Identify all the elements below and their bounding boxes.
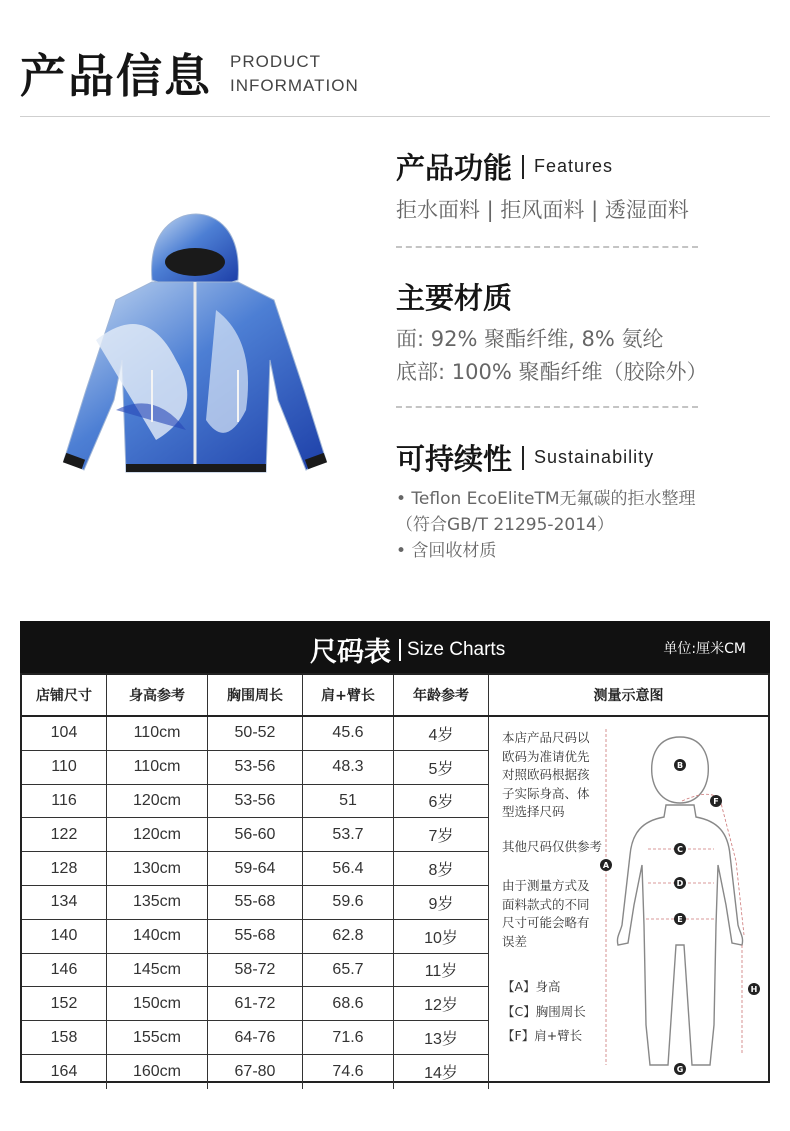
marker-e-label: E	[677, 915, 683, 924]
age-cell: 10岁	[394, 920, 489, 953]
shoulder-arm-cell: 65.7	[303, 954, 394, 987]
height-cell: 110cm	[107, 751, 208, 784]
age-cell: 5岁	[394, 751, 489, 784]
chest-cell: 67-80	[208, 1055, 303, 1089]
measurement-note-line: 对照欧码根据孩	[502, 767, 590, 782]
age-cell: 4岁	[394, 717, 489, 750]
age-cell: 9岁	[394, 886, 489, 919]
sustainability-bullet-1-cont: （符合GB/T 21295-2014）	[396, 515, 614, 535]
marker-c-label: C	[677, 845, 683, 854]
legend-item: 【C】胸围周长	[502, 1003, 586, 1019]
features-list: 拒水面料 | 拒风面料 | 透湿面料	[396, 198, 689, 222]
marker-b-label: B	[676, 761, 684, 770]
marker-f-label: F	[713, 797, 719, 806]
material-line-2: 底部: 100% 聚酯纤维（胶除外）	[396, 360, 708, 384]
page-subtitle-line1: PRODUCT	[230, 52, 322, 71]
measurement-legend	[502, 975, 586, 1049]
table-row	[22, 1055, 489, 1089]
chest-cell: 56-60	[208, 818, 303, 851]
table-row	[22, 920, 489, 954]
features-title: 产品功能	[396, 151, 513, 185]
age-cell: 7岁	[394, 818, 489, 851]
measurement-note-line: 误差	[502, 933, 528, 949]
height-cell: 145cm	[107, 954, 208, 987]
height-cell: 110cm	[107, 717, 208, 750]
features-heading	[396, 146, 613, 187]
size-chart-unit: 单位:厘米CM	[663, 641, 746, 657]
store-size-cell: 164	[22, 1055, 107, 1089]
size-chart-title	[310, 630, 505, 669]
store-size-cell: 152	[22, 987, 107, 1020]
page-subtitle-line2: INFORMATION	[230, 76, 359, 95]
column-header: 肩+臂长	[303, 675, 394, 715]
age-cell: 12岁	[394, 987, 489, 1020]
age-cell: 6岁	[394, 785, 489, 818]
age-cell: 8岁	[394, 852, 489, 885]
column-header: 店铺尺寸	[22, 675, 107, 715]
height-cell: 160cm	[107, 1055, 208, 1089]
body-diagram	[592, 725, 768, 1075]
measurement-note-line: 本店产品尺码以	[502, 730, 590, 745]
table-row	[22, 886, 489, 920]
marker-d-label: D	[676, 879, 684, 888]
chest-cell: 55-68	[208, 920, 303, 953]
store-size-cell: 140	[22, 920, 107, 953]
sustainability-heading	[396, 437, 654, 478]
material-title: 主要材质	[396, 281, 513, 315]
table-row	[22, 751, 489, 785]
chest-cell: 53-56	[208, 751, 303, 784]
shoulder-arm-cell: 74.6	[303, 1055, 394, 1089]
shoulder-arm-cell: 68.6	[303, 987, 394, 1020]
store-size-cell: 146	[22, 954, 107, 987]
legend-item: 【F】肩+臂长	[502, 1028, 583, 1043]
shoulder-arm-cell: 51	[303, 785, 394, 818]
chest-cell: 58-72	[208, 954, 303, 987]
size-chart-title-divider	[399, 639, 401, 661]
sustainability-title-divider	[522, 446, 524, 470]
shoulder-arm-cell: 45.6	[303, 717, 394, 750]
height-cell: 120cm	[107, 785, 208, 818]
shoulder-arm-cell: 53.7	[303, 818, 394, 851]
table-row	[22, 1021, 489, 1055]
material-heading	[396, 276, 512, 317]
measurement-note-line: 面料款式的不同	[502, 896, 590, 912]
measurement-note-3	[502, 877, 590, 951]
age-cell: 11岁	[394, 954, 489, 987]
measurement-note-line: 型选择尺码	[502, 804, 565, 819]
sustainability-bullet-2: • 含回收材质	[396, 541, 497, 561]
size-table-header-row	[22, 675, 768, 717]
marker-h-label: H	[750, 985, 758, 994]
store-size-cell: 122	[22, 818, 107, 851]
shoulder-arm-cell: 59.6	[303, 886, 394, 919]
height-cell: 140cm	[107, 920, 208, 953]
measurement-note-1	[502, 729, 590, 822]
chest-cell: 55-68	[208, 886, 303, 919]
height-cell: 135cm	[107, 886, 208, 919]
chest-cell: 64-76	[208, 1021, 303, 1054]
height-cell: 155cm	[107, 1021, 208, 1054]
legend-item: 【A】身高	[502, 979, 561, 994]
age-cell: 14岁	[394, 1055, 489, 1089]
features-title-en: Features	[534, 156, 614, 176]
measurement-note-line: 子实际身高、体	[502, 785, 590, 801]
table-row	[22, 987, 489, 1021]
material-divider	[396, 406, 698, 408]
material-line-1: 面: 92% 聚酯纤维, 8% 氨纶	[396, 327, 664, 351]
shoulder-arm-cell: 71.6	[303, 1021, 394, 1054]
features-title-divider	[522, 155, 524, 179]
features-divider	[396, 246, 698, 248]
age-cell: 13岁	[394, 1021, 489, 1054]
measurement-note-line: 尺寸可能会略有	[502, 915, 590, 930]
store-size-cell: 104	[22, 717, 107, 750]
size-chart-title-cn: 尺码表	[310, 637, 391, 668]
table-row	[22, 852, 489, 886]
store-size-cell: 134	[22, 886, 107, 919]
sustainability-bullet-1: • Teflon EcoEliteTM无氟碳的拒水整理	[396, 489, 696, 509]
measurement-panel	[490, 717, 768, 1081]
chest-cell: 53-56	[208, 785, 303, 818]
page-subtitle	[230, 50, 359, 98]
shoulder-arm-cell: 48.3	[303, 751, 394, 784]
column-header: 胸围周长	[208, 675, 303, 715]
store-size-cell: 158	[22, 1021, 107, 1054]
height-cell: 130cm	[107, 852, 208, 885]
sustainability-title-en: Sustainability	[534, 447, 655, 467]
chest-cell: 61-72	[208, 987, 303, 1020]
marker-a-label: A	[602, 861, 610, 870]
size-table-body	[22, 717, 489, 1089]
size-chart-header	[20, 621, 770, 673]
marker-g-label: G	[676, 1065, 684, 1074]
page-title: 产品信息	[20, 49, 212, 103]
table-row	[22, 954, 489, 988]
measurement-note-line: 欧码为准请优先	[502, 748, 590, 764]
size-chart-title-en: Size Charts	[407, 638, 506, 660]
jacket-image	[56, 210, 334, 480]
size-table	[20, 673, 770, 1083]
column-header: 测量示意图	[593, 688, 664, 704]
height-cell: 150cm	[107, 987, 208, 1020]
chest-cell: 50-52	[208, 717, 303, 750]
column-header: 年龄参考	[394, 675, 489, 715]
height-cell: 120cm	[107, 818, 208, 851]
header-divider	[20, 116, 770, 117]
shoulder-arm-cell: 56.4	[303, 852, 394, 885]
store-size-cell: 116	[22, 785, 107, 818]
column-header: 身高参考	[107, 675, 208, 715]
store-size-cell: 128	[22, 852, 107, 885]
measurement-note-line: 由于测量方式及	[502, 878, 590, 893]
sustainability-title: 可持续性	[396, 442, 513, 476]
measurement-note-2: 其他尺码仅供参考	[502, 839, 603, 854]
shoulder-arm-cell: 62.8	[303, 920, 394, 953]
table-row	[22, 785, 489, 819]
chest-cell: 59-64	[208, 852, 303, 885]
store-size-cell: 110	[22, 751, 107, 784]
table-row	[22, 818, 489, 852]
table-row	[22, 717, 489, 751]
